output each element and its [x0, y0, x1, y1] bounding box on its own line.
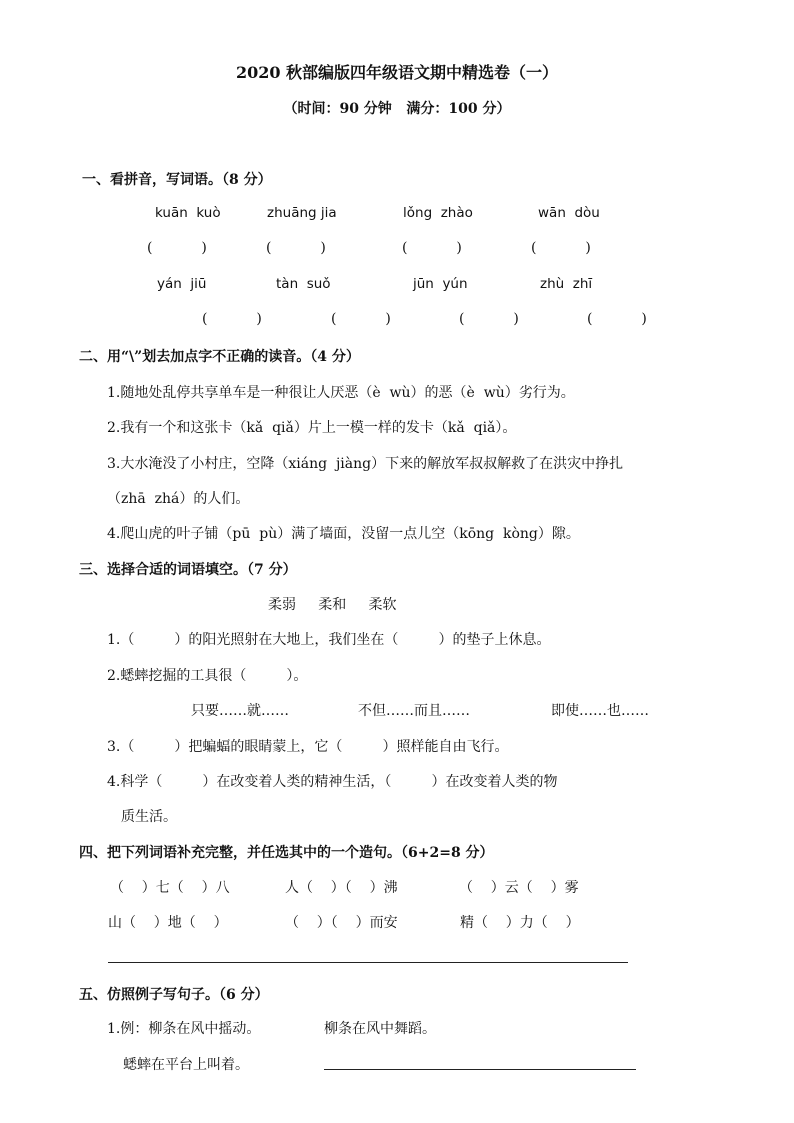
answer-line[interactable] — [108, 962, 628, 963]
exam-info: （时间：90 分钟 满分：100 分） — [283, 101, 511, 117]
pinyin-wandou: wān dòu — [538, 205, 600, 221]
pinyin-kuankuo: kuān kuò — [155, 205, 221, 221]
idiom-blank[interactable]: （ ）七（ ）八 — [110, 880, 230, 896]
idiom-blank[interactable]: 人（ ）（ ）沸 — [285, 880, 398, 896]
idiom-blank[interactable]: 山（ ）地（ ） — [108, 915, 228, 931]
section-3-heading: 三、选择合适的词语填空。（7 分） — [79, 562, 297, 578]
conjunction-choice: 不但……而且…… — [358, 703, 470, 719]
question-2-3: 3.大水淹没了小村庄，空降（xiáng jiàng）下来的解放军叔叔解救了在洪灾中挣扎 — [107, 456, 624, 472]
idiom-blank[interactable]: （ ）云（ ）雾 — [459, 880, 579, 896]
question-5-1: 蟋蟀在平台上叫着。 — [123, 1057, 249, 1073]
word-choices-1: 柔弱 柔和 柔软 — [268, 597, 397, 613]
answer-line[interactable] — [324, 1069, 636, 1070]
example-label: 1.例：柳条在风中摇动。 — [107, 1021, 261, 1037]
pinyin-zhuzhi: zhù zhī — [540, 276, 593, 292]
question-3-3: 3.（ ）把蝙蝠的眼睛蒙上，它（ ）照样能自由飞行。 — [107, 739, 509, 755]
pinyin-zhuangjia: zhuāng jia — [267, 205, 337, 221]
section-4-heading: 四、把下列词语补充完整，并任选其中的一个造句。（6+2=8 分） — [79, 845, 494, 861]
pinyin-yanjiu: yán jiū — [157, 276, 207, 292]
conjunction-choice: 只要……就…… — [191, 703, 289, 719]
page-title: 2020 秋部编版四年级语文期中精选卷（一） — [235, 63, 559, 82]
answer-blank[interactable]: ( ) — [402, 240, 462, 256]
answer-blank[interactable]: ( ) — [331, 311, 391, 327]
idiom-blank[interactable]: （ ）（ ）而安 — [285, 915, 398, 931]
section-1-heading: 一、看拼音，写词语。（8 分） — [82, 172, 272, 188]
pinyin-longzhao: lǒng zhào — [403, 205, 473, 221]
answer-blank[interactable]: ( ) — [147, 240, 207, 256]
answer-blank[interactable]: ( ) — [587, 311, 647, 327]
question-3-4: 4.科学（ ）在改变着人类的精神生活，（ ）在改变着人类的物 — [107, 774, 558, 790]
answer-blank[interactable]: ( ) — [459, 311, 519, 327]
answer-blank[interactable]: ( ) — [202, 311, 262, 327]
conjunction-choice: 即使……也…… — [551, 703, 649, 719]
answer-blank[interactable]: ( ) — [531, 240, 591, 256]
pinyin-tansuo: tàn suǒ — [276, 276, 331, 292]
question-3-1: 1.（ ）的阳光照射在大地上，我们坐在（ ）的垫子上休息。 — [107, 632, 551, 648]
question-2-2: 2.我有一个和这张卡（kǎ qiǎ）片上一模一样的发卡（kǎ qiǎ）。 — [107, 420, 517, 436]
section-2-heading: 二、用“\”划去加点字不正确的读音。（4 分） — [79, 349, 360, 365]
idiom-blank[interactable]: 精（ ）力（ ） — [460, 915, 580, 931]
answer-blank[interactable]: ( ) — [266, 240, 326, 256]
example-answer: 柳条在风中舞蹈。 — [324, 1021, 436, 1037]
question-3-4-cont: 质生活。 — [121, 809, 177, 825]
question-2-3-cont: （zhā zhá）的人们。 — [107, 491, 250, 507]
question-2-1: 1.随地处乱停共享单车是一种很让人厌恶（è wù）的恶（è wù）劣行为。 — [107, 385, 575, 401]
question-3-2: 2.蟋蟀挖掘的工具很（ ）。 — [107, 668, 308, 684]
pinyin-junyun: jūn yún — [413, 276, 468, 292]
section-5-heading: 五、仿照例子写句子。（6 分） — [79, 987, 269, 1003]
question-2-4: 4.爬山虎的叶子铺（pū pù）满了墙面，没留一点儿空（kōng kòng）隙。 — [107, 526, 580, 542]
